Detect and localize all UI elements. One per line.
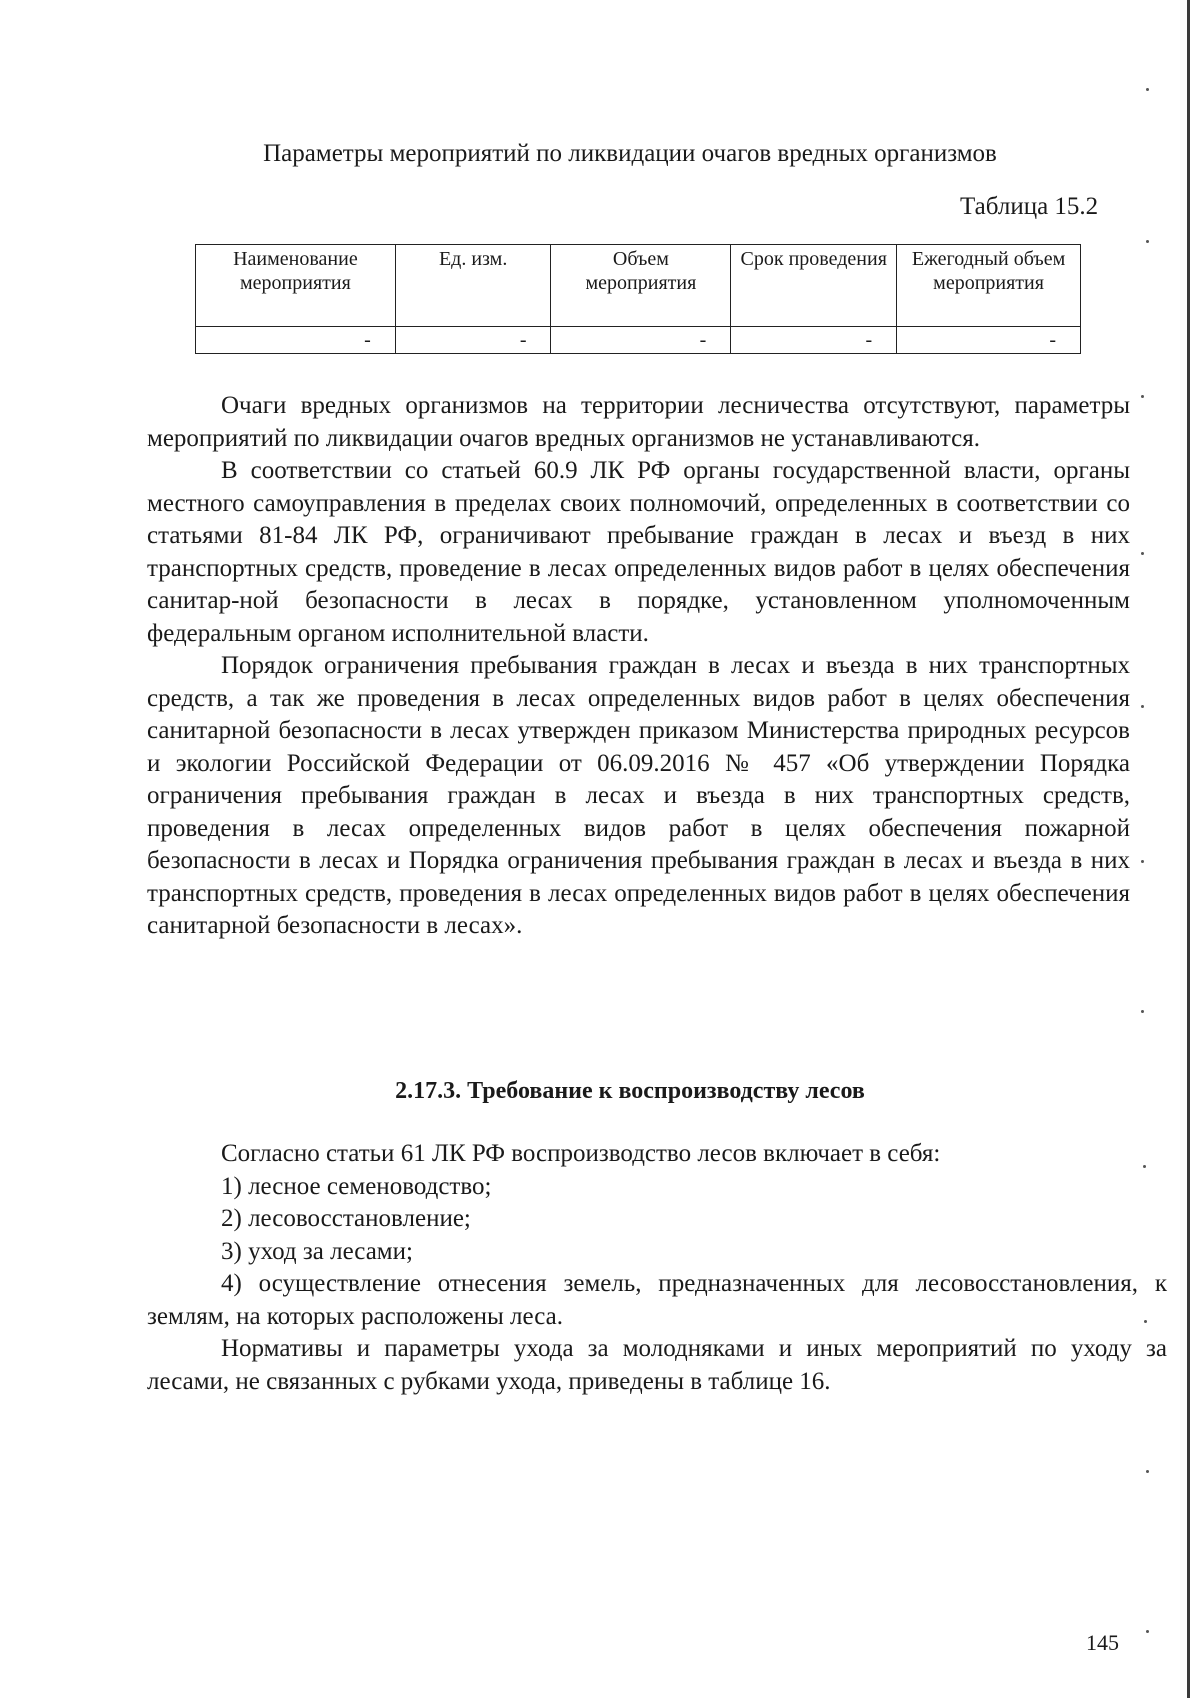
- table-header-row: [196, 245, 1081, 327]
- column-header-volume: Объем мероприятия: [551, 245, 731, 327]
- column-header-annual-volume: Ежегодный объем мероприятия: [897, 245, 1081, 327]
- table-cell: -: [731, 327, 897, 354]
- scan-speck: [1146, 88, 1149, 91]
- body-text: [147, 390, 1130, 943]
- scan-speck: [1146, 240, 1149, 243]
- list-item: 1) лесное семеноводство;: [221, 1172, 492, 1200]
- document-title: Параметры мероприятий по ликвидации очагов вредных организмов: [263, 140, 997, 167]
- table-cell: -: [196, 327, 396, 354]
- column-header-term: Срок проведения: [731, 245, 897, 327]
- scan-speck: [1143, 1165, 1146, 1168]
- scan-speck: [1141, 552, 1144, 555]
- table-caption: Таблица 15.2: [960, 193, 1099, 220]
- list-item: 4) осуществление отнесения земель, предназначенных для лесовосстановления, к землям, на которых расположены леса.: [147, 1270, 1167, 1330]
- table-cell: -: [395, 327, 551, 354]
- scan-speck: [1144, 1320, 1147, 1323]
- scan-speck: [1146, 1470, 1149, 1473]
- scan-speck: [1141, 705, 1144, 708]
- scan-speck: [1141, 1010, 1144, 1013]
- scan-speck: [1146, 1630, 1149, 1633]
- paragraph: В соответствии со статьей 60.9 ЛК РФ органы государственной власти, органы местного самоуправления в пределах своих полномочий, определенных в соответствии со статьями 81-84 ЛК РФ, ограничивают пребывание граждан в лесах и въезд в них транспортных средств, проведение в лесах определенных видов работ в целях обеспечения санитар-ной безопасности в лесах в порядке, установленном уполномоченным федеральным органом исполнительной власти.: [147, 457, 1130, 647]
- section-body-text: [147, 1138, 1167, 1398]
- paragraph: Очаги вредных организмов на территории лесничества отсутствуют, параметры мероприятий по ликвидации очагов вредных организмов не устанавливаются.: [147, 392, 1130, 452]
- column-header-name: Наименование мероприятия: [196, 245, 396, 327]
- column-header-unit: Ед. изм.: [395, 245, 551, 327]
- paragraph: Порядок ограничения пребывания граждан в лесах и въезда в них транспортных средств, а так же проведения в лесах определенных видов работ в целях обеспечения санитарной безопасности в лесах утвержден приказом Министерства природных ресурсов и экологии Российской Федерации от 06.09.2016 № 457 «Об утверждении Порядка ограничения пребывания граждан в лесах и въезда в них транспортных средств, проведения в лесах определенных видов работ в целях обеспечения пожарной безопасности в лесах и Порядка ограничения пребывания граждан в лесах и въезда в них транспортных средств, проведения в лесах определенных видов работ в целях обеспечения санитарной безопасности в лесах».: [147, 652, 1130, 939]
- page-number: 145: [1086, 1630, 1119, 1655]
- table-cell: -: [897, 327, 1081, 354]
- paragraph: Согласно статьи 61 ЛК РФ воспроизводство лесов включает в себя:: [221, 1140, 941, 1167]
- table-row: [196, 327, 1081, 354]
- parameters-table: [195, 244, 1081, 354]
- page-edge-line: [1187, 0, 1190, 1698]
- scan-speck: [1141, 860, 1144, 863]
- list-item: 2) лесовосстановление;: [221, 1205, 471, 1232]
- list-item: 3) уход за лесами;: [221, 1237, 413, 1265]
- table-cell: -: [551, 327, 731, 354]
- scan-speck: [1141, 395, 1144, 398]
- section-heading: 2.17.3. Требование к воспроизводству лесов: [395, 1078, 865, 1104]
- paragraph: Нормативы и параметры ухода за молодняками и иных мероприятий по уходу за лесами, не связанных с рубками ухода, приведены в таблице 16.: [147, 1335, 1167, 1395]
